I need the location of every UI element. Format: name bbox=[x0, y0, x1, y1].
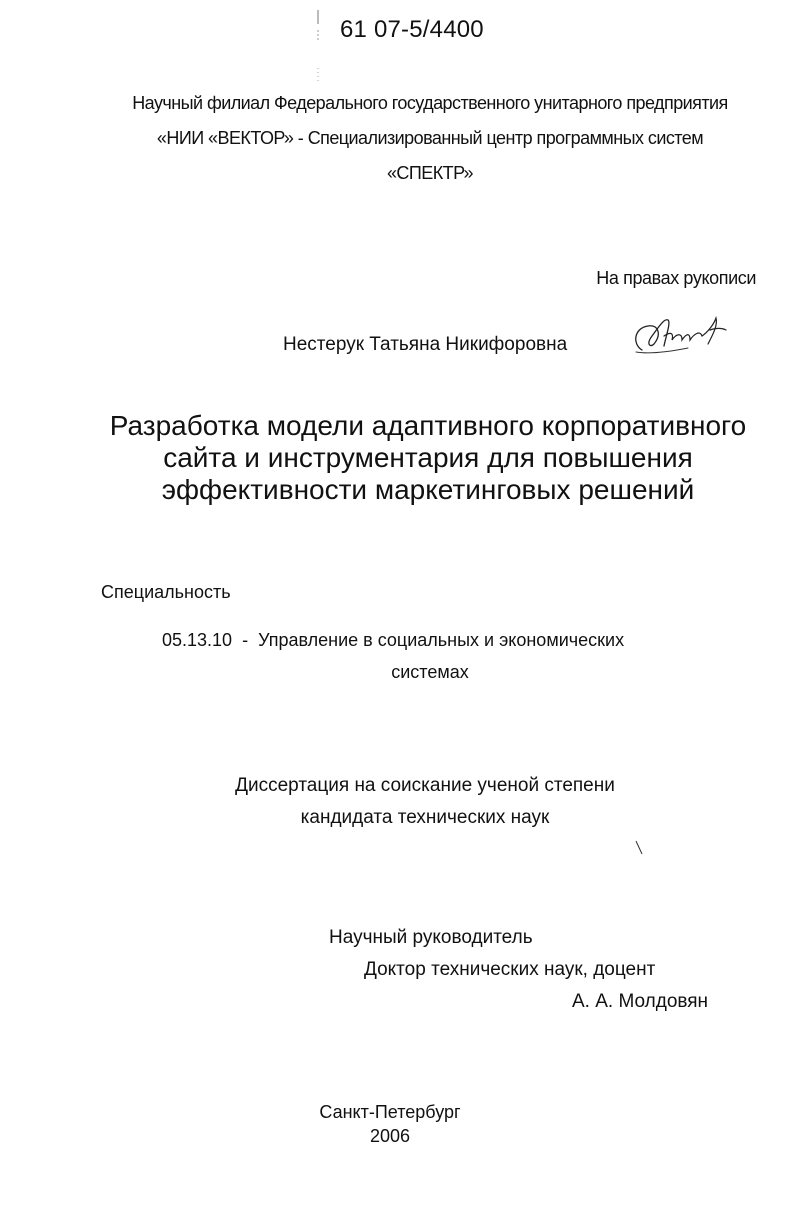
advisor-name: А. А. Молдовян bbox=[572, 991, 709, 1012]
place-and-year bbox=[300, 1100, 480, 1148]
catalog-number: 61 07-5/4400 bbox=[340, 16, 484, 43]
title-line-3: эффективности маркетинговых решений bbox=[161, 474, 695, 505]
organization-line-2: «НИИ «ВЕКТОР» - Специализированный центр программных систем bbox=[156, 128, 704, 148]
author-name: Нестерук Татьяна Никифоровна bbox=[283, 334, 568, 355]
degree-statement bbox=[190, 770, 660, 834]
advisor-rank: Доктор технических наук, доцент bbox=[364, 959, 656, 980]
organization-header bbox=[100, 86, 760, 191]
organization-line-1: Научный филиал Федерального государственного унитарного предприятия bbox=[132, 93, 728, 113]
dissertation-title bbox=[88, 410, 768, 506]
margin-marks bbox=[316, 10, 320, 84]
degree-line-1: Диссертация на соискание ученой степени bbox=[235, 775, 615, 796]
advisor-label: Научный руководитель bbox=[329, 927, 533, 948]
year: 2006 bbox=[369, 1126, 411, 1146]
specialty-name-continued: системах bbox=[391, 662, 469, 682]
signature-mark bbox=[628, 314, 738, 356]
organization-line-3: «СПЕКТР» bbox=[386, 163, 474, 183]
stray-mark bbox=[634, 840, 644, 856]
degree-line-2: кандидата технических наук bbox=[300, 807, 550, 828]
city: Санкт-Петербург bbox=[319, 1102, 461, 1122]
specialty-label: Специальность bbox=[101, 582, 231, 602]
title-line-2: сайта и инструментария для повышения bbox=[163, 442, 693, 473]
title-line-1: Разработка модели адаптивного корпоративного bbox=[109, 410, 747, 441]
manuscript-note: На правах рукописи bbox=[596, 268, 756, 288]
specialty-code-and-name: 05.13.10 - Управление в социальных и экономических bbox=[162, 630, 625, 650]
